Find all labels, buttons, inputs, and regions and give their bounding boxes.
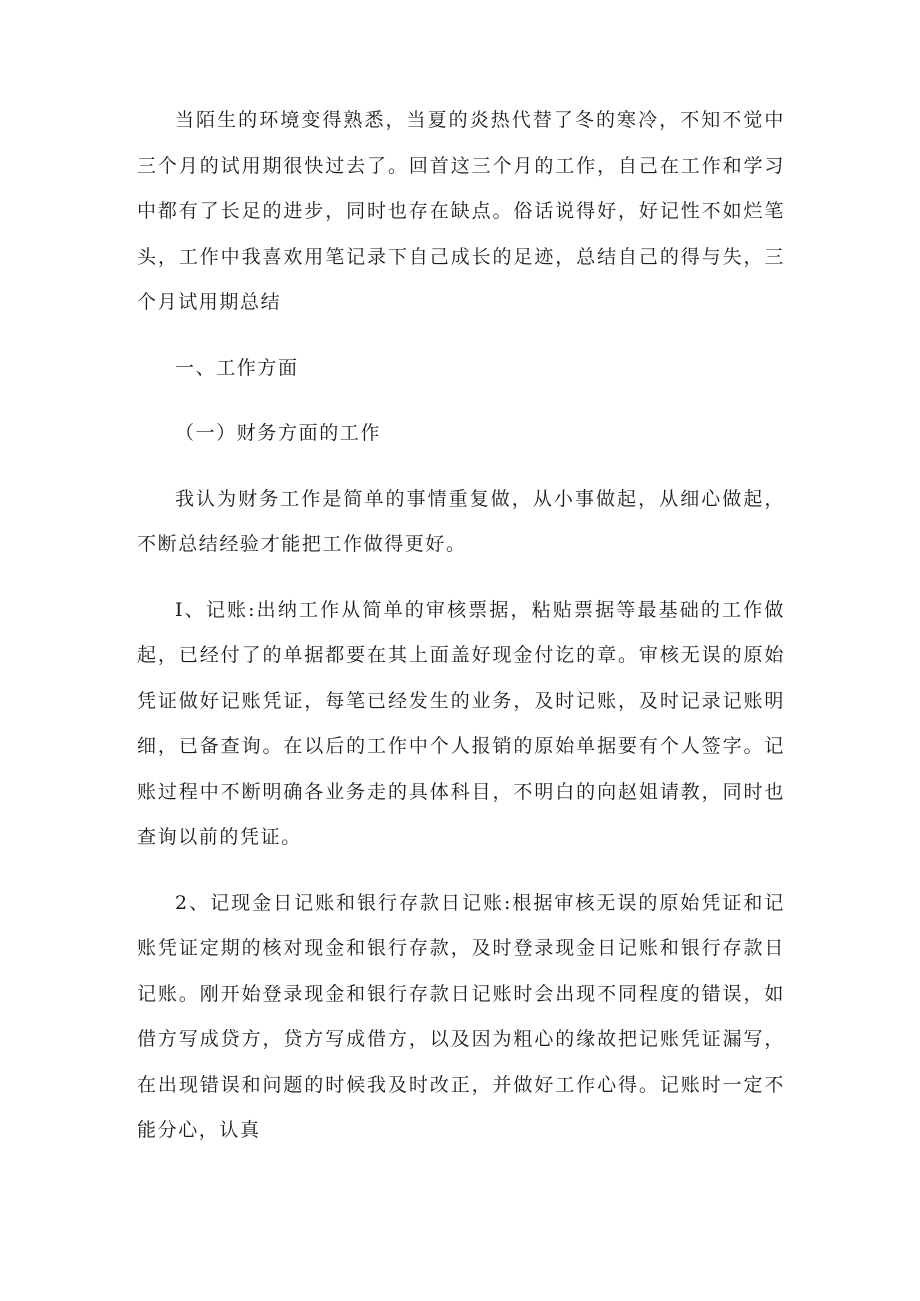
document-body — [137, 98, 785, 1174]
subsection-heading-finance: （一）财务方面的工作 — [175, 422, 382, 444]
bookkeeping-paragraph: I、记账:出纳工作从简单的审核票据，粘贴票据等最基础的工作做起，已经付了的单据都要在其上面盖好现金付讫的章。审核无误的原始凭证做好记账凭证，每笔已经发生的业务，及时记账，及时记录记账明细，已备查询。在以后的工作中个人报销的原始单据要有个人签字。记账过程中不断明确各业务走的具体科目，不明白的向赵姐请教，同时也查询以前的凭证。 — [137, 598, 785, 848]
journal-paragraph: 2、记现金日记账和银行存款日记账:根据审核无误的原始凭证和记账凭证定期的核对现金和银行存款，及时登录现金日记账和银行存款日记账。刚开始登录现金和银行存款日记账时会出现不同程度的错误，如借方写成贷方，贷方写成借方，以及因为粗心的缘故把记账凭证漏写，在出现错误和问题的时候我及时改正，并做好工作心得。记账时一定不能分心，认真 — [137, 891, 785, 1141]
section-heading-work: 一、工作方面 — [175, 356, 299, 379]
intro-paragraph: 当陌生的环境变得熟悉，当夏的炎热代替了冬的寒冷，不知不觉中三个月的试用期很快过去了。回首这三个月的工作，自己在工作和学习中都有了长足的进步，同时也存在缺点。俗话说得好，好记性不如烂笔头，工作中我喜欢用笔记录下自己成长的足迹，总结自己的得与失，三个月试用期总结 — [137, 109, 785, 313]
finance-summary-paragraph: 我认为财务工作是简单的事情重复做，从小事做起，从细心做起，不断总结经验才能把工作做得更好。 — [137, 487, 785, 555]
